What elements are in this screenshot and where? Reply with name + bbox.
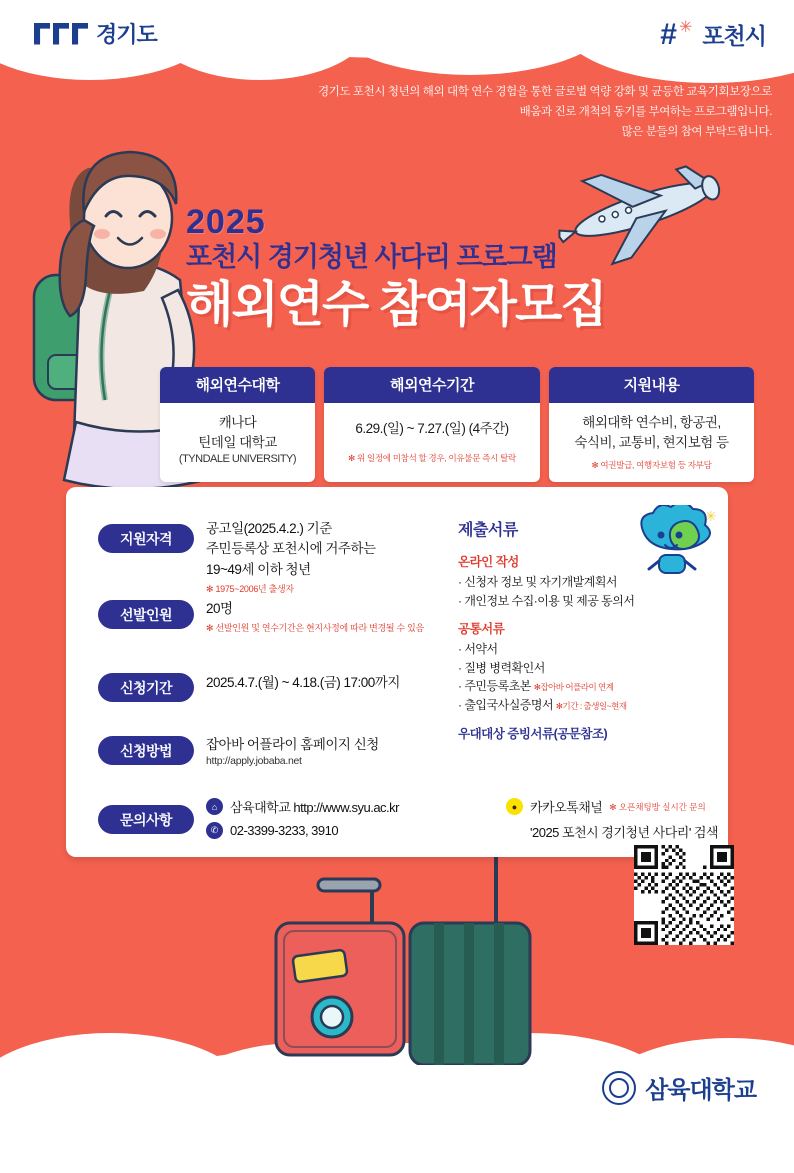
hash-icon: # [660, 17, 677, 51]
application-period-content [206, 673, 400, 693]
contact-kakao-block [506, 797, 718, 841]
contact-kakao-search: '2025 포천시 경기청년 사다리' 검색 [530, 825, 719, 840]
box-line: 해외대학 연수비, 항공권, [582, 415, 721, 430]
gyeonggi-mark-icon [34, 23, 88, 45]
application-method-value: 잡아바 어플라이 홈페이지 신청 [206, 737, 379, 752]
application-url[interactable]: http://apply.jobaba.net [206, 755, 302, 768]
headline-subtitle: 포천시 경기청년 사다리 프로그램 [186, 242, 557, 272]
box-note: ✻ 여권발급, 여행자보험 등 자부담 [591, 460, 712, 471]
intro-line-1: 경기도 포천시 청년의 해외 대학 연수 경험을 통한 글로벌 역량 강화 및 균등한 교육기회보장으로 [318, 86, 772, 98]
label-inquiries: 문의사항 [98, 805, 194, 834]
documents-title: 제출서류 [458, 522, 518, 539]
document-annotation: ✻잡아바 어플라이 연계 [533, 682, 614, 693]
kakao-icon: ● [506, 798, 523, 815]
group-heading: 온라인 작성 [458, 555, 519, 569]
gyeonggi-logo [34, 18, 157, 49]
box-line: 틴데일 대학교 [198, 434, 277, 450]
intro-line-3: 많은 분들의 참여 부탁드립니다. [621, 126, 772, 139]
box-line: 숙식비, 교통비, 현지보험 등 [574, 434, 729, 450]
document-item: · 주민등록초본 [458, 679, 531, 694]
box-heading: 지원내용 [549, 367, 754, 403]
headline-year: 2025 [186, 203, 266, 241]
box-line: 캐나다 [218, 415, 257, 430]
document-item: · 질병 병력확인서 [458, 660, 545, 675]
gyeonggi-logo-label: 경기도 [96, 22, 157, 47]
university-logo-label: 삼육대학교 [645, 1077, 756, 1104]
contact-kakao-label[interactable]: 카카오톡채널 [530, 800, 603, 815]
documents-group-priority [458, 724, 708, 742]
intro-line-2: 배움과 진로 개척의 동기를 부여하는 프로그램입니다. [519, 106, 772, 119]
headcount-content [206, 599, 426, 635]
document-item: · 서약서 [458, 642, 498, 657]
box-line: 6.29.(일) ~ 7.27.(일) (4주간) [355, 421, 509, 436]
home-icon: ⌂ [206, 798, 223, 815]
group-heading: 공통서류 [458, 622, 505, 637]
label-application-method: 신청방법 [98, 736, 194, 765]
box-line: (TYNDALE UNIVERSITY) [178, 453, 297, 466]
qualification-line: 공고일(2025.4.2.) 기준 [206, 521, 332, 536]
box-heading: 해외연수기간 [324, 367, 540, 403]
box-note: ✻ 위 일정에 미참석 할 경우, 이유불문 즉시 탈락 [348, 452, 516, 463]
documents-group-common [458, 619, 708, 714]
group-heading: 우대대상 증빙서류(공문참조) [458, 726, 608, 741]
pocheon-logo-label: 포천시 [702, 23, 766, 49]
document-item: · 출입국사실증명서 [458, 697, 554, 712]
document-item-row [458, 696, 708, 715]
contact-home-label[interactable]: 삼육대학교 http://www.syu.ac.kr [230, 800, 399, 815]
contact-kakao-note: ✻ 오픈채팅방 실시간 문의 [609, 801, 706, 812]
page-title [186, 205, 606, 333]
application-period-value: 2025.4.7.(월) ~ 4.18.(금) 17:00까지 [206, 675, 400, 690]
university-emblem-icon [602, 1071, 636, 1105]
document-item: · 신청자 정보 및 자기개발계획서 [458, 575, 618, 589]
document-item-row [458, 677, 708, 696]
qr-code[interactable] [634, 845, 734, 945]
university-logo [602, 1070, 756, 1105]
label-application-period: 신청기간 [98, 673, 194, 702]
headcount-note: ✻ 선발인원 및 연수기간은 현지사정에 따라 변경될 수 있음 [206, 623, 424, 634]
info-box-support [549, 367, 754, 482]
star-icon: ✳ [678, 18, 693, 36]
info-box-university [160, 367, 315, 482]
qualification-line: 주민등록상 포천시에 거주하는 [206, 541, 376, 557]
qualification-note: ✻ 1975~2006년 출생자 [206, 583, 294, 594]
document-item: · 개인정보 수집·이용 및 제공 동의서 [458, 593, 635, 608]
contact-row-kakao [506, 797, 718, 816]
contact-section [206, 797, 726, 845]
label-qualification: 지원자격 [98, 524, 194, 553]
headline-main: 해외연수 참여자모집 [186, 277, 606, 332]
qualification-line: 19~49세 이하 청년 [206, 561, 311, 577]
qualification-content [206, 519, 376, 595]
headcount-value: 20명 [206, 601, 233, 616]
pocheon-logo [660, 18, 766, 51]
info-boxes [160, 367, 756, 482]
info-box-period [324, 367, 540, 482]
intro-paragraph [272, 82, 772, 142]
application-method-content [206, 735, 379, 767]
box-heading: 해외연수대학 [160, 367, 315, 403]
document-annotation: ✻기간 : 출생일~현재 [555, 700, 627, 711]
svg-text:✳: ✳ [705, 508, 717, 524]
luggage-illustration [270, 835, 570, 1065]
phone-icon: ✆ [206, 822, 223, 839]
contact-phone-label: 02-3399-3233, 3910 [230, 823, 339, 838]
label-headcount: 선발인원 [98, 600, 194, 629]
mascot-icon [629, 505, 719, 580]
